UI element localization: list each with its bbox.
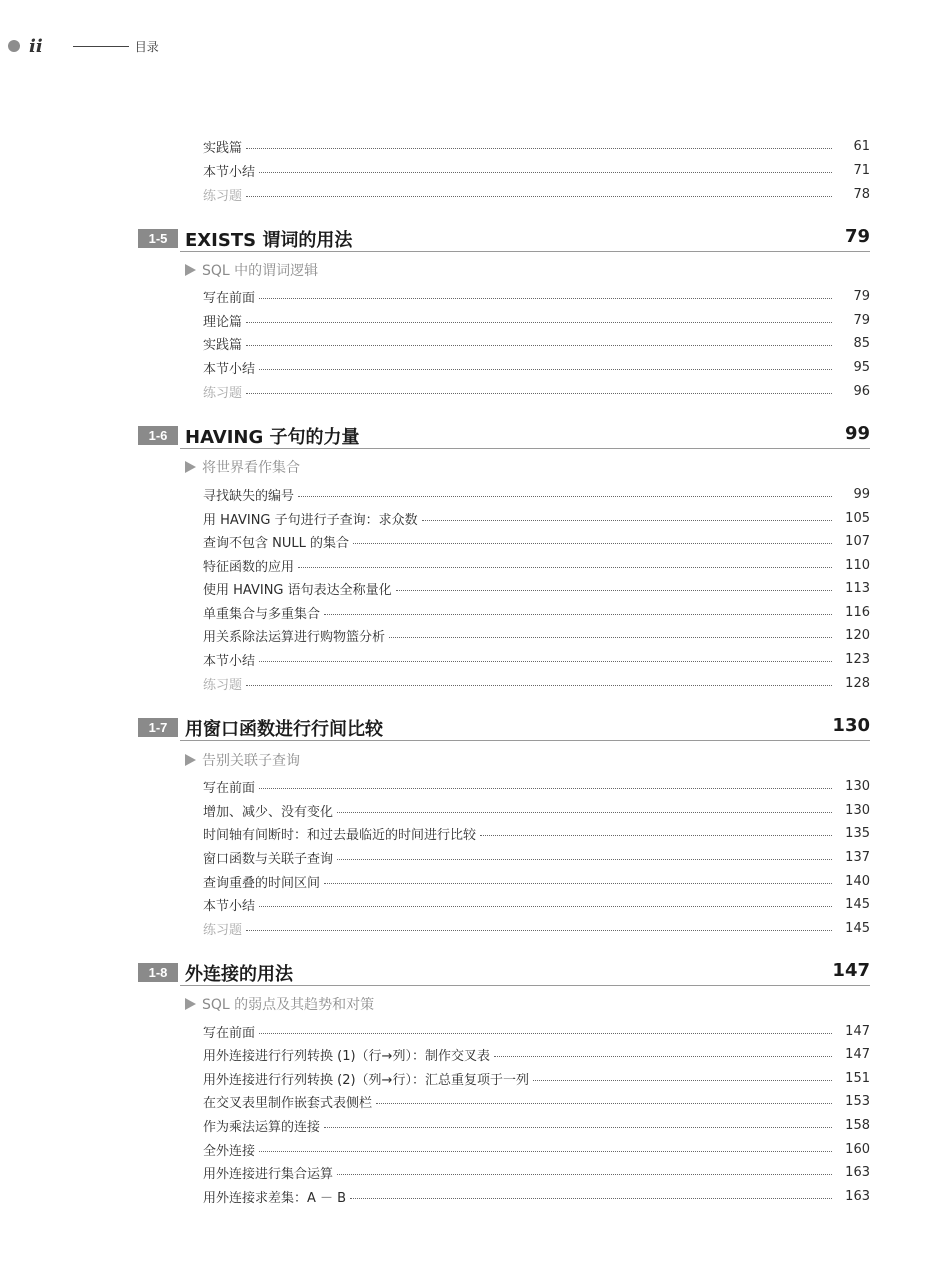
dot-leader bbox=[246, 344, 832, 346]
toc-entry-page: 95 bbox=[853, 359, 870, 375]
toc-entry-page: 116 bbox=[845, 604, 870, 620]
toc-entry-title: 查询不包含 NULL 的集合 bbox=[203, 535, 349, 551]
section-title: HAVING 子句的力量 bbox=[185, 427, 360, 448]
dot-leader bbox=[259, 1032, 832, 1034]
dot-leader bbox=[480, 834, 832, 836]
dot-leader bbox=[246, 195, 832, 197]
toc-entry-title: 用外连接进行行列转换 (1)（行→列）：制作交叉表 bbox=[203, 1048, 490, 1064]
dot-leader bbox=[246, 684, 832, 686]
toc-entry-page: 163 bbox=[845, 1188, 870, 1204]
toc-entry[interactable] bbox=[203, 1138, 870, 1160]
toc-entry-title: 寻找缺失的编号 bbox=[203, 488, 295, 504]
dot-leader bbox=[259, 787, 832, 789]
toc-entry-page: 110 bbox=[845, 557, 870, 573]
toc-entry[interactable] bbox=[203, 648, 870, 670]
toc-entry[interactable] bbox=[203, 1161, 870, 1183]
toc-entry[interactable] bbox=[203, 1067, 870, 1089]
dot-leader bbox=[337, 1173, 832, 1175]
dot-leader bbox=[259, 660, 832, 662]
toc-entry-title: 实践篇 bbox=[203, 337, 243, 353]
toc-entry-title: 用外连接进行集合运算 bbox=[203, 1166, 334, 1182]
triangle-bullet-icon bbox=[185, 754, 196, 766]
triangle-bullet-icon bbox=[185, 461, 196, 473]
toc-entry-page: 160 bbox=[845, 1141, 870, 1157]
toc-entry-page: 153 bbox=[845, 1093, 870, 1109]
subtitle-text: 告别关联子查询 bbox=[202, 753, 300, 769]
toc-entry[interactable] bbox=[203, 870, 870, 892]
toc-entry-page: 130 bbox=[845, 802, 870, 818]
toc-entry[interactable] bbox=[203, 507, 870, 529]
section-page: 99 bbox=[844, 423, 870, 444]
toc-entry[interactable] bbox=[203, 822, 870, 844]
toc-entry[interactable] bbox=[203, 135, 870, 157]
toc-entry-page: 120 bbox=[845, 627, 870, 643]
dot-leader bbox=[298, 495, 832, 497]
toc-entry-page: 135 bbox=[845, 825, 870, 841]
toc-entry-title: 在交叉表里制作嵌套式表侧栏 bbox=[203, 1095, 373, 1111]
toc-entry[interactable] bbox=[203, 554, 870, 576]
toc-entry[interactable] bbox=[203, 309, 870, 331]
subtitle-text: 将世界看作集合 bbox=[202, 460, 300, 476]
toc-entry-title: 写在前面 bbox=[203, 290, 256, 306]
dot-leader bbox=[298, 566, 832, 568]
dot-leader bbox=[259, 905, 832, 907]
section-rule bbox=[180, 448, 870, 449]
dot-leader bbox=[324, 613, 832, 615]
toc-entry[interactable] bbox=[203, 624, 870, 646]
section-number-badge: 1-5 bbox=[138, 229, 178, 248]
section-heading-1-8[interactable] bbox=[138, 960, 870, 986]
toc-entry[interactable] bbox=[203, 601, 870, 623]
dot-leader bbox=[350, 1197, 832, 1199]
section-heading-1-7[interactable] bbox=[138, 715, 870, 741]
toc-entry-title: 使用 HAVING 语句表达全称量化 bbox=[203, 582, 392, 598]
toc-entry-title: 练习题 bbox=[203, 677, 243, 693]
dot-leader bbox=[337, 858, 832, 860]
dot-leader bbox=[259, 1150, 832, 1152]
dot-leader bbox=[337, 811, 832, 813]
toc-entry-page: 78 bbox=[853, 186, 870, 202]
toc-entry-exercise[interactable] bbox=[203, 380, 870, 402]
subtitle-text: SQL 的弱点及其趋势和对策 bbox=[202, 997, 375, 1013]
toc-entry-title: 用关系除法运算进行购物篮分析 bbox=[203, 629, 386, 645]
toc-entry-page: 145 bbox=[845, 920, 870, 936]
toc-entry[interactable] bbox=[203, 577, 870, 599]
section-page: 79 bbox=[844, 226, 870, 247]
section-subtitle bbox=[185, 994, 374, 1014]
running-header bbox=[8, 34, 159, 58]
toc-entry-page: 71 bbox=[853, 162, 870, 178]
dot-leader bbox=[533, 1079, 832, 1081]
toc-entry-title: 作为乘法运算的连接 bbox=[203, 1119, 321, 1135]
dot-leader bbox=[353, 542, 832, 544]
toc-entry-exercise[interactable] bbox=[203, 183, 870, 205]
toc-entry-title: 本节小结 bbox=[203, 898, 256, 914]
toc-entry-page: 113 bbox=[845, 580, 870, 596]
toc-entry[interactable] bbox=[203, 356, 870, 378]
triangle-bullet-icon bbox=[185, 264, 196, 276]
section-title: 外连接的用法 bbox=[185, 964, 293, 985]
toc-entry-title: 特征函数的应用 bbox=[203, 559, 295, 575]
toc-entry[interactable] bbox=[203, 1090, 870, 1112]
toc-entry[interactable] bbox=[203, 1020, 870, 1042]
toc-entry-title: 本节小结 bbox=[203, 164, 256, 180]
toc-entry-title: 实践篇 bbox=[203, 140, 243, 156]
dot-leader bbox=[494, 1055, 832, 1057]
section-title: 用窗口函数进行行间比较 bbox=[185, 719, 383, 740]
toc-entry-page: 105 bbox=[845, 510, 870, 526]
toc-entry[interactable] bbox=[203, 285, 870, 307]
section-subtitle bbox=[185, 457, 300, 477]
toc-entry[interactable] bbox=[203, 332, 870, 354]
toc-entry[interactable] bbox=[203, 893, 870, 915]
section-heading-1-5[interactable] bbox=[138, 226, 870, 252]
section-subtitle bbox=[185, 260, 318, 280]
toc-entry-page: 147 bbox=[845, 1046, 870, 1062]
toc-entry-title: 写在前面 bbox=[203, 1025, 256, 1041]
toc-entry[interactable] bbox=[203, 1043, 870, 1065]
running-title: 目录 bbox=[134, 39, 159, 54]
dot-leader bbox=[246, 321, 832, 323]
toc-entry-title: 本节小结 bbox=[203, 653, 256, 669]
toc-entry-title: 时间轴有间断时：和过去最临近的时间进行比较 bbox=[203, 827, 477, 843]
section-number-badge: 1-7 bbox=[138, 718, 178, 737]
section-page: 147 bbox=[832, 960, 870, 981]
toc-entry-title: 用外连接求差集：A － B bbox=[203, 1190, 347, 1206]
dot-leader bbox=[246, 392, 832, 394]
toc-entry[interactable] bbox=[203, 846, 870, 868]
dot-leader bbox=[259, 297, 832, 299]
toc-entry-page: 61 bbox=[853, 138, 870, 154]
toc-entry-page: 163 bbox=[845, 1164, 870, 1180]
toc-entry-page: 85 bbox=[853, 335, 870, 351]
toc-entry-page: 79 bbox=[853, 312, 870, 328]
toc-entry-title: 本节小结 bbox=[203, 361, 256, 377]
section-number-badge: 1-8 bbox=[138, 963, 178, 982]
section-subtitle bbox=[185, 750, 300, 770]
toc-entry-title: 写在前面 bbox=[203, 780, 256, 796]
toc-entry[interactable] bbox=[203, 159, 870, 181]
toc-entry[interactable] bbox=[203, 483, 870, 505]
toc-entry-exercise[interactable] bbox=[203, 672, 870, 694]
section-number-badge: 1-6 bbox=[138, 426, 178, 445]
toc-entry[interactable] bbox=[203, 1185, 870, 1207]
section-heading-1-6[interactable] bbox=[138, 423, 870, 449]
dot-leader bbox=[396, 589, 832, 591]
dot-leader bbox=[324, 1126, 832, 1128]
toc-entry-page: 130 bbox=[845, 778, 870, 794]
toc-entry-page: 158 bbox=[845, 1117, 870, 1133]
toc-entry-title: 练习题 bbox=[203, 188, 243, 204]
toc-entry-page: 99 bbox=[853, 486, 870, 502]
toc-entry-page: 107 bbox=[845, 533, 870, 549]
dot-leader bbox=[389, 636, 832, 638]
dot-leader bbox=[246, 929, 832, 931]
toc-entry-page: 140 bbox=[845, 873, 870, 889]
dot-leader bbox=[324, 882, 832, 884]
dot-leader bbox=[246, 147, 832, 149]
toc-entry-page: 128 bbox=[845, 675, 870, 691]
toc-entry-page: 137 bbox=[845, 849, 870, 865]
toc-entry-page: 79 bbox=[853, 288, 870, 304]
toc-entry-title: 练习题 bbox=[203, 922, 243, 938]
toc-entry[interactable] bbox=[203, 775, 870, 797]
toc-entry-title: 增加、减少、没有变化 bbox=[203, 804, 334, 820]
dot-leader bbox=[376, 1102, 832, 1104]
toc-entry-page: 151 bbox=[845, 1070, 870, 1086]
section-page: 130 bbox=[832, 715, 870, 736]
toc-entry-title: 练习题 bbox=[203, 385, 243, 401]
toc-entry-title: 用 HAVING 子句进行子查询：求众数 bbox=[203, 512, 418, 528]
toc-entry-page: 147 bbox=[845, 1023, 870, 1039]
toc-entry-title: 单重集合与多重集合 bbox=[203, 606, 321, 622]
toc-entry-page: 123 bbox=[845, 651, 870, 667]
subtitle-text: SQL 中的谓词逻辑 bbox=[202, 263, 319, 279]
toc-entry[interactable] bbox=[203, 1114, 870, 1136]
bullet-dot-icon bbox=[8, 40, 20, 52]
triangle-bullet-icon bbox=[185, 998, 196, 1010]
dot-leader bbox=[259, 171, 832, 173]
header-rule bbox=[73, 46, 129, 47]
toc-entry-title: 查询重叠的时间区间 bbox=[203, 875, 321, 891]
page-number: ii bbox=[29, 35, 43, 57]
dot-leader bbox=[259, 368, 832, 370]
section-rule bbox=[180, 251, 870, 252]
toc-entry-title: 用外连接进行行列转换 (2)（列→行）：汇总重复项于一列 bbox=[203, 1072, 529, 1088]
toc-entry-title: 窗口函数与关联子查询 bbox=[203, 851, 334, 867]
section-rule bbox=[180, 985, 870, 986]
toc-entry[interactable] bbox=[203, 530, 870, 552]
toc-entry-page: 96 bbox=[853, 383, 870, 399]
dot-leader bbox=[422, 519, 832, 521]
toc-entry-exercise[interactable] bbox=[203, 917, 870, 939]
toc-entry-page: 145 bbox=[845, 896, 870, 912]
toc-entry[interactable] bbox=[203, 799, 870, 821]
toc-entry-title: 理论篇 bbox=[203, 314, 243, 330]
toc-entry-title: 全外连接 bbox=[203, 1143, 256, 1159]
section-rule bbox=[180, 740, 870, 741]
section-title: EXISTS 谓词的用法 bbox=[185, 230, 353, 251]
